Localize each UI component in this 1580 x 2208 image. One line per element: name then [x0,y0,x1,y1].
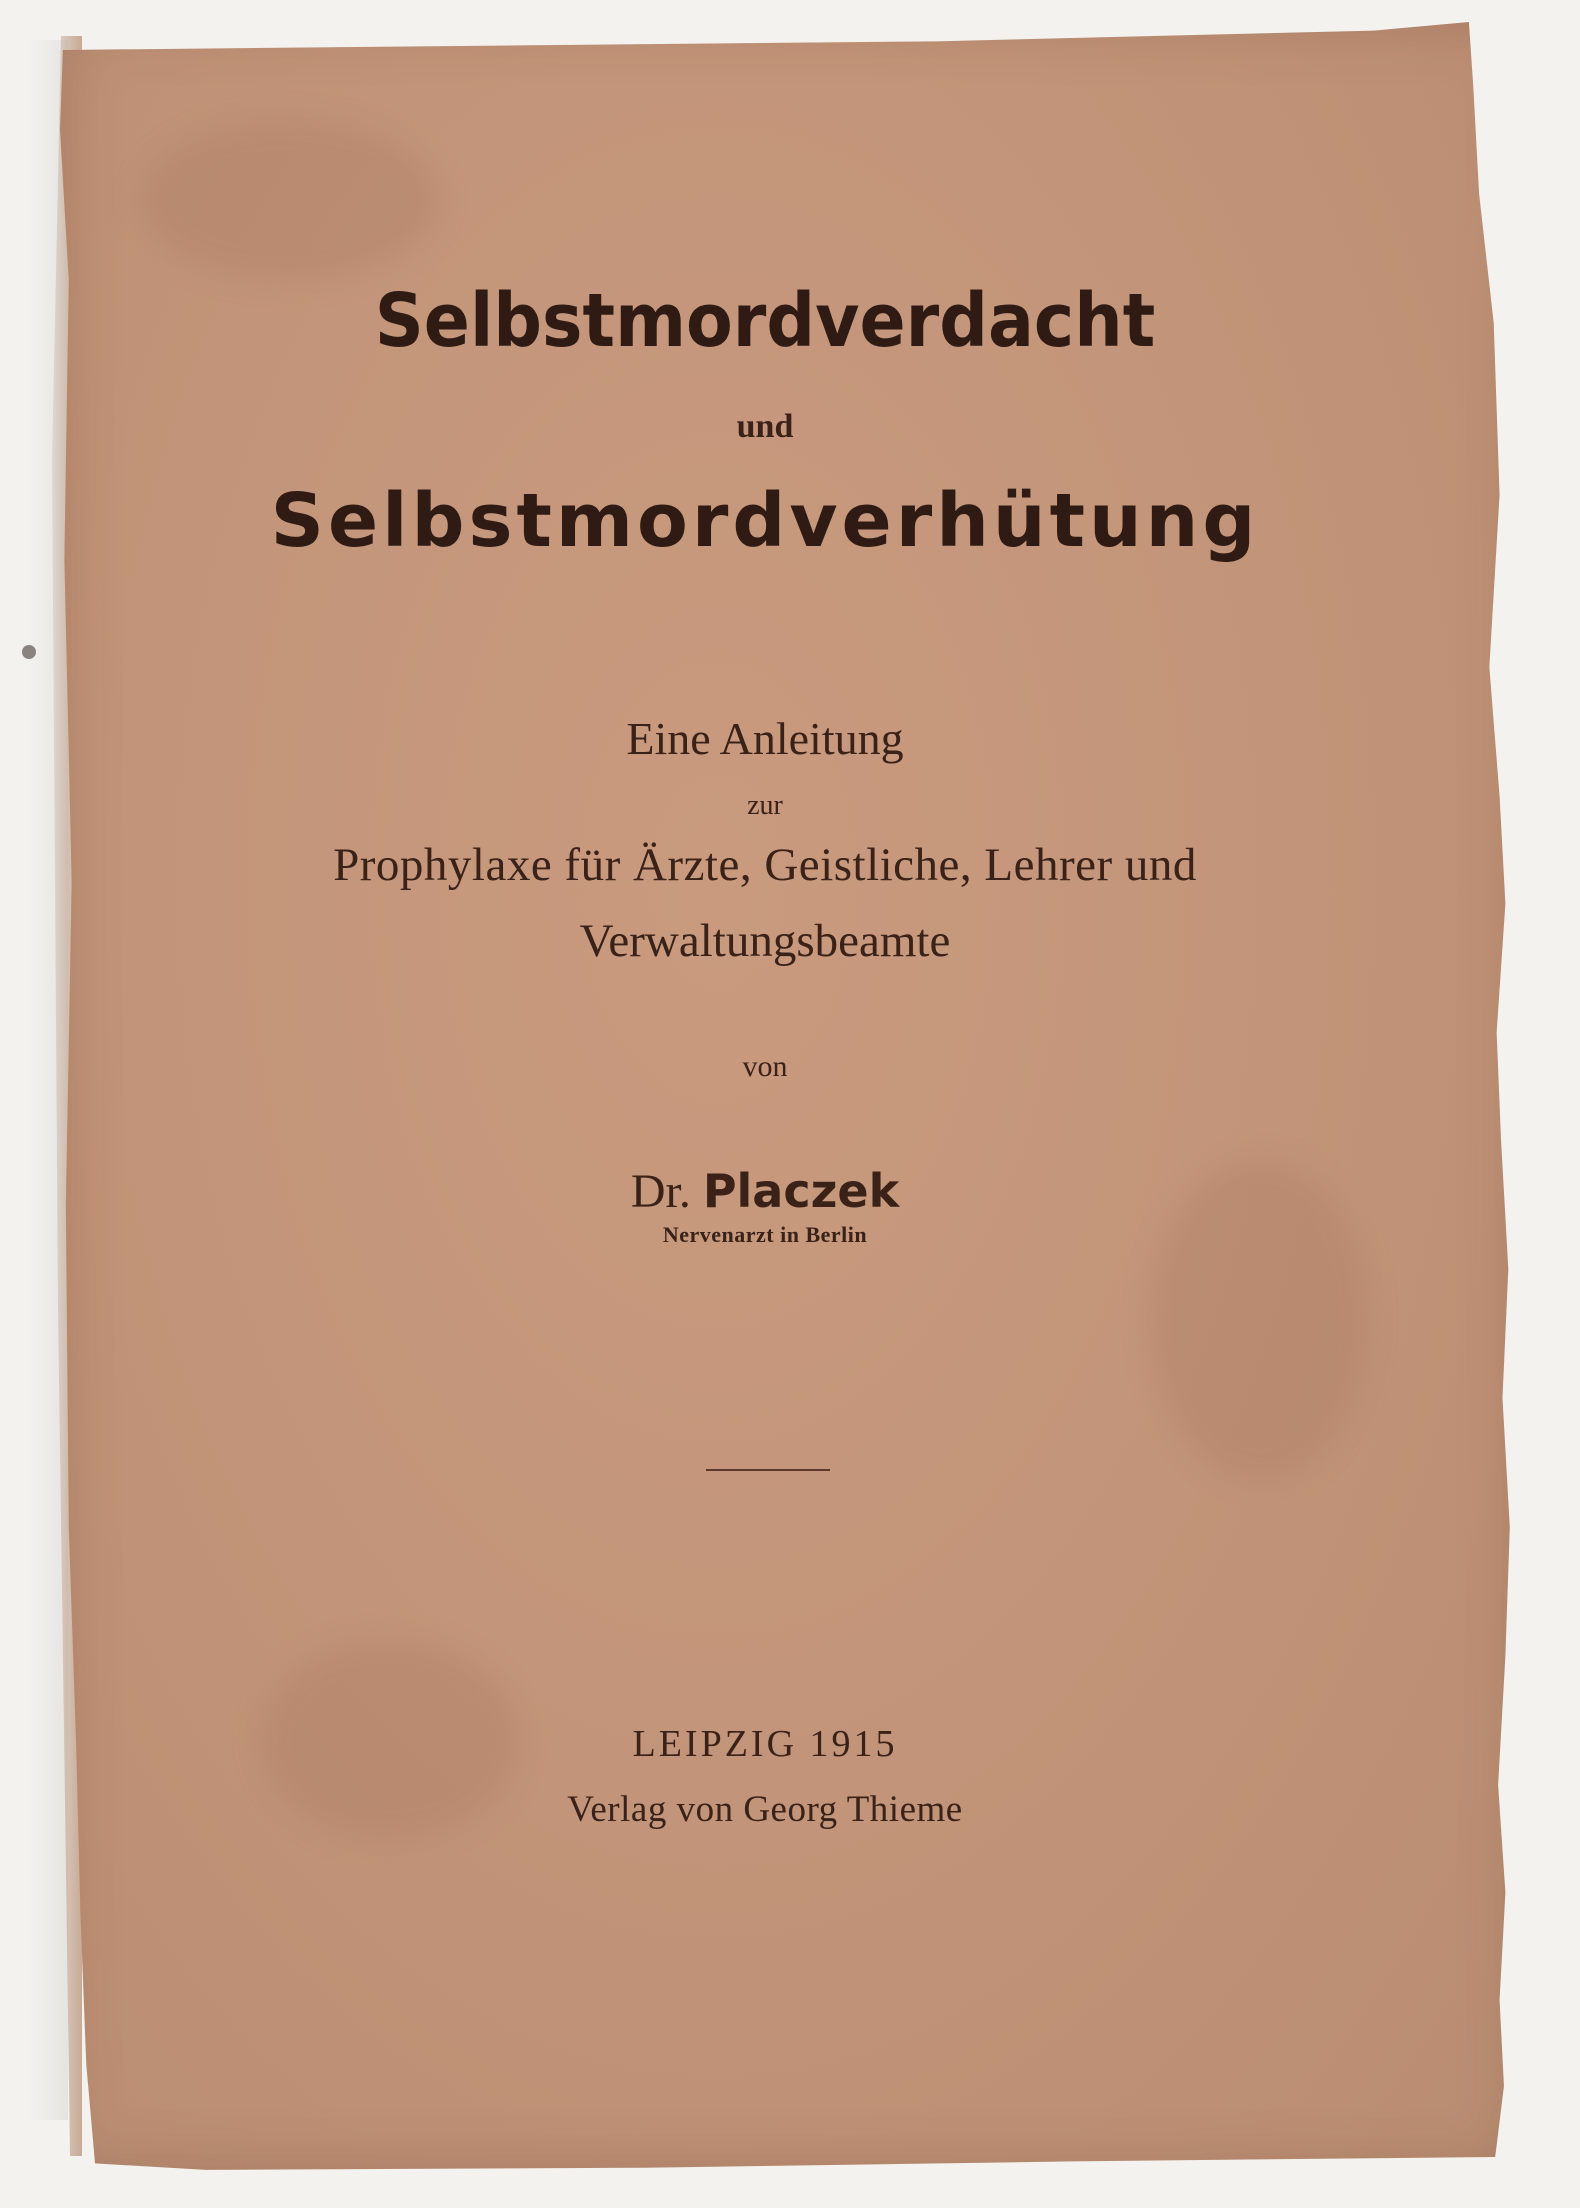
subtitle-connector: zur [747,790,783,821]
title-line-1: Selbstmordverdacht [374,278,1156,364]
title-connector: und [736,408,794,445]
divider-rule [706,1469,830,1471]
author-name: Placzek [702,1164,900,1218]
author [60,1164,1470,1219]
author-prefix: Dr. [630,1165,691,1218]
subtitle-line-3: Verwaltungsbeamte [579,915,951,967]
paper-stain [140,120,440,280]
subtitle-line-2: Prophylaxe für Ärzte, Geistliche, Lehrer und [333,839,1197,891]
place-year: LEIPZIG 1915 [632,1723,898,1765]
subtitle: Eine Anleitung [626,713,904,764]
publisher: Verlag von Georg Thieme [567,1789,963,1830]
table-speck [22,645,36,659]
by-label: von [742,1050,788,1083]
title-line-2: Selbstmordverhütung [270,478,1260,564]
author-description: Nervenarzt in Berlin [662,1222,868,1247]
